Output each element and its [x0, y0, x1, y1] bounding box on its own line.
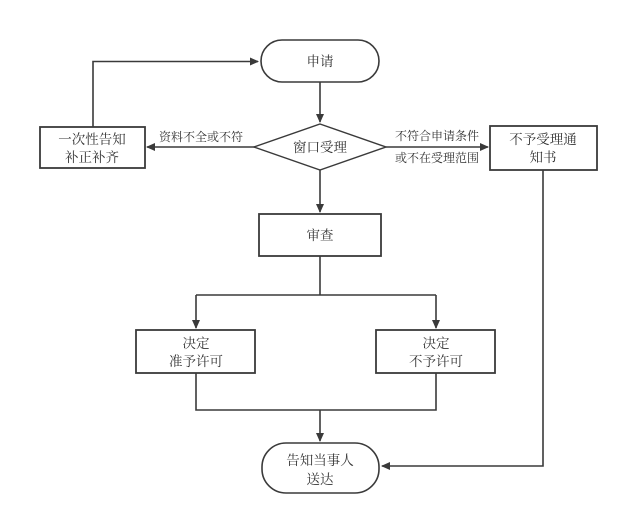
node-reject-notice [490, 126, 597, 170]
node-window-accept [254, 124, 386, 170]
node-review-label: 审查 [306, 228, 334, 243]
node-apply [261, 40, 379, 82]
node-decide-deny-line2: 不予许可 [409, 354, 463, 369]
edge-label-not-qualified-line2: 或不在受理范围 [394, 151, 480, 165]
node-decide-approve [136, 330, 255, 373]
node-review [259, 214, 381, 256]
edge-reject-notice-to-deliver [382, 170, 543, 466]
node-decide-deny [376, 330, 495, 373]
edge-onetime-notify-to-apply [93, 62, 258, 128]
edge-join-bar [196, 373, 436, 410]
node-onetime-notify [40, 127, 145, 168]
node-deliver [262, 443, 379, 493]
edge-label-incomplete-materials: 资料不全或不符 [158, 130, 244, 144]
node-decide-approve-line2: 准予许可 [169, 354, 223, 369]
flowchart-edges [93, 62, 543, 467]
node-window-accept-label: 窗口受理 [293, 140, 347, 155]
node-decide-deny-line1: 决定 [422, 336, 450, 351]
node-apply-label: 申请 [306, 54, 334, 69]
node-reject-notice-line2: 知书 [529, 150, 557, 165]
edge-label-not-qualified-line1: 不符合申请条件 [394, 129, 480, 143]
node-onetime-notify-line2: 补正补齐 [65, 150, 119, 165]
node-decide-approve-line1: 决定 [182, 336, 210, 351]
node-deliver-line2: 送达 [306, 472, 334, 487]
node-deliver-line1: 告知当事人 [286, 453, 354, 468]
node-onetime-notify-line1: 一次性告知 [58, 132, 126, 147]
node-reject-notice-line1: 不予受理通 [509, 132, 577, 147]
